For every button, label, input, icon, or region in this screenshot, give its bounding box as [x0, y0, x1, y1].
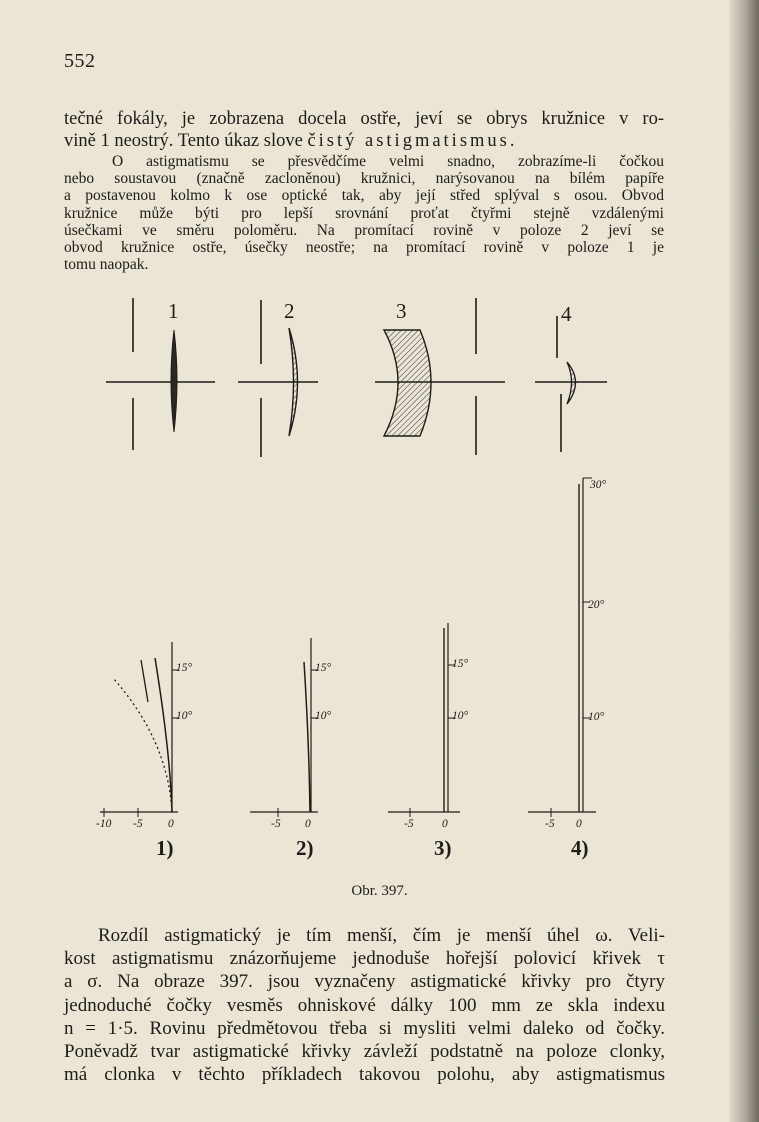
text-line: obvod kružnice ostře, úsečky neostře; na promítací rovině v poloze 1 je: [64, 239, 664, 257]
degree-label: 15°: [315, 662, 332, 674]
tick-label: 0: [442, 818, 448, 830]
figure-caption: Obr. 397.: [351, 883, 408, 899]
degree-label: 10°: [452, 710, 469, 722]
text-run: vině 1 neostrý. Tento úkaz slove: [64, 131, 308, 151]
lens-label-2: 2: [284, 299, 295, 323]
degree-label: 15°: [452, 658, 469, 670]
text-line: Poněvadž tvar astigmatické křivky závleží podstatně na poloze clonky,: [64, 1041, 665, 1063]
curve-set-4: [528, 478, 596, 817]
curve-label-3: 3): [434, 836, 452, 860]
curve-label-1: 1): [156, 836, 174, 860]
lens-label-4: 4: [561, 302, 572, 326]
degree-label: 15°: [176, 662, 193, 674]
tick-label: -5: [545, 818, 555, 830]
text-line: a σ. Na obraze 397. jsou vyznačeny astigmatické křivky pro čtyry: [64, 971, 665, 993]
text-line: n = 1·5. Rovinu předmětovou třeba si mysliti velmi daleko od čočky.: [64, 1017, 665, 1039]
degree-label: 20°: [588, 599, 605, 611]
tick-label: 0: [576, 818, 582, 830]
text-line: úsečkami ve směru poloměru. Na promítací rovině v poloze 2 jeví se: [64, 221, 664, 239]
lens-label-3: 3: [396, 299, 407, 323]
curve-label-4: 4): [571, 836, 589, 860]
degree-label: 10°: [588, 711, 605, 723]
lens-diagram-3: [375, 298, 505, 455]
text-line: tomu naopak.: [64, 256, 149, 274]
figure-397: [0, 290, 759, 890]
lens-diagram-2: [238, 300, 318, 457]
text-line: kružnice může býti pro lepší srovnání proťat čtyřmi stejně vzdálenými: [64, 204, 664, 222]
figure-drawing: [0, 290, 759, 890]
lens-label-1: 1: [168, 299, 179, 323]
text-line: O astigmatismu se přesvědčíme velmi snadno, zobrazíme-li čočkou: [112, 153, 664, 170]
text-line: nebo soustavou (značně zacloněnou) kružnici, narýsovanou na bílém papíře: [64, 170, 664, 188]
lens-diagram-4: [535, 316, 607, 452]
tick-label: 0: [168, 818, 174, 830]
degree-label: 30°: [590, 479, 607, 491]
tick-label: 0: [305, 818, 311, 830]
paragraph-middle: [64, 153, 664, 273]
paragraph-bottom: [64, 924, 665, 1086]
text-line: a postavenou kolmo k ose optické tak, aby její střed splýval s osou. Obvod: [64, 187, 664, 205]
text-line: jednoduché čočky vesměs ohniskové dálky 100 mm ze skla indexu: [64, 994, 665, 1016]
tick-label: -5: [271, 818, 281, 830]
lens-diagram-1: [106, 298, 215, 450]
term-pure-astigmatism: čistý astigmatismus.: [307, 131, 518, 151]
degree-label: 10°: [315, 710, 332, 722]
text-line: tečné fokály, je zobrazena docela ostře, jeví se obrys kružnice v ro-: [64, 109, 664, 129]
degree-label: 10°: [176, 710, 193, 722]
curve-set-3: [388, 623, 460, 817]
tick-label: -5: [133, 818, 143, 830]
curve-set-2: [250, 638, 318, 817]
text-line: kost astigmatismu znázorňujeme jednoduše hořejší polovicí křivek τ: [64, 948, 665, 970]
tick-label: -10: [96, 818, 112, 830]
page-number: 552: [64, 50, 96, 72]
tick-label: -5: [404, 818, 414, 830]
text-line: [64, 130, 664, 152]
text-line: má clonka v těchto příkladech takovou polohu, aby astigmatismus: [64, 1064, 665, 1086]
curve-set-1: [100, 642, 178, 817]
paragraph-top: [64, 108, 664, 152]
curve-label-2: 2): [296, 836, 314, 860]
text-line: Rozdíl astigmatický je tím menší, čím je menší úhel ω. Veli-: [98, 925, 665, 946]
